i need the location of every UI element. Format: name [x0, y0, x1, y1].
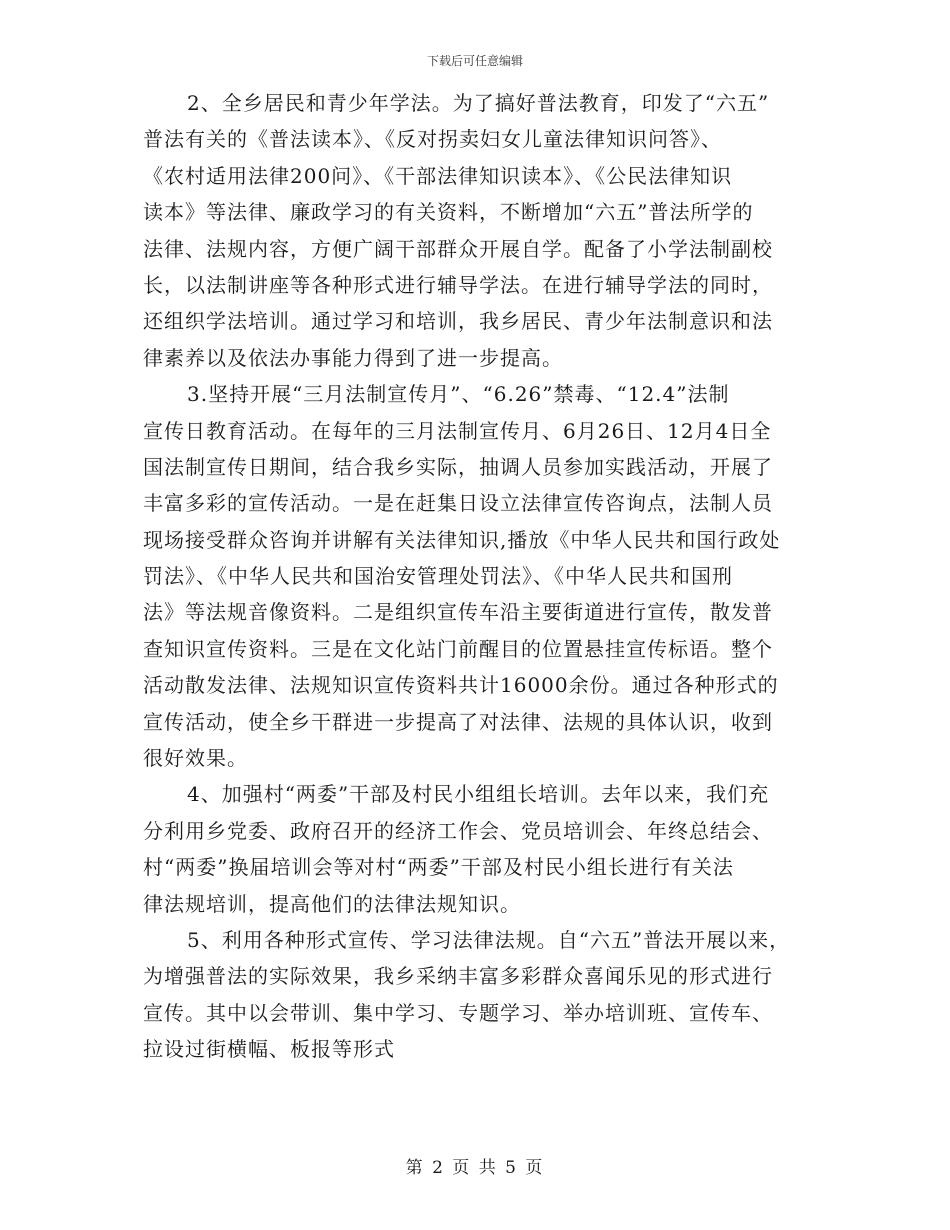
- text-line: 宣传活动，使全乡干群进一步提高了对法律、法规的具体认识，收到: [143, 709, 773, 734]
- text-line: 律素养以及依法办事能力得到了进一步提高。: [143, 345, 563, 370]
- paragraph-3: [143, 376, 809, 776]
- text-line: 长，以法制讲座等各种形式进行辅导学法。在进行辅导学法的同时，: [143, 272, 773, 297]
- text-line: 查知识宣传资料。三是在文化站门前醒目的位置悬挂宣传标语。整个: [143, 636, 773, 661]
- paragraph-2: [143, 85, 809, 376]
- text-line: 村“两委”换届培训会等对村“两委”干部及村民小组长进行有关法: [143, 855, 734, 880]
- text-line: 丰富多彩的宣传活动。一是在赶集日设立法律宣传咨询点，法制人员: [143, 491, 773, 516]
- page-footer: 第 2 页 共 5 页: [405, 1158, 545, 1178]
- text-line: 拉设过街横幅、板报等形式: [143, 1037, 395, 1062]
- text-line: 5、利用各种形式宣传、学习法律法规。自“六五”普法开展以来，: [187, 927, 791, 952]
- text-line: 罚法》、《中华人民共和国治安管理处罚法》、《中华人民共和国刑: [143, 564, 733, 589]
- text-line: 法律、法规内容，方便广阔干部群众开展自学。配备了小学法制副校: [143, 236, 773, 261]
- text-line: 活动散发法律、法规知识宣传资料共计16000余份。通过各种形式的: [143, 673, 779, 698]
- text-line: 宣传日教育活动。在每年的三月法制宣传月、6月26日、12月4日全: [143, 418, 772, 443]
- text-line: 律法规培训，提高他们的法律法规知识。: [143, 891, 521, 916]
- text-line: 还组织学法培训。通过学习和培训，我乡居民、青少年法制意识和法: [143, 309, 773, 334]
- text-line: 分利用乡党委、政府召开的经济工作会、党员培训会、年终总结会、: [143, 818, 773, 843]
- paragraph-4: [143, 776, 809, 922]
- text-line: 4、加强村“两委”干部及村民小组组长培训。去年以来，我们充: [187, 782, 770, 807]
- paragraph-5: [143, 922, 809, 1068]
- text-line: 读本》等法律、廉政学习的有关资料，不断增加“六五”普法所学的: [143, 200, 754, 225]
- header-note: 下载后可任意编辑: [426, 54, 523, 68]
- text-line: 国法制宣传日期间，结合我乡实际，抽调人员参加实践活动，开展了: [143, 454, 773, 479]
- text-line: 《农村适用法律200问》、《干部法律知识读本》、《公民法律知识: [143, 163, 733, 188]
- text-line: 法》等法规音像资料。二是组织宣传车沿主要街道进行宣传，散发普: [143, 600, 773, 625]
- text-line: 很好效果。: [143, 746, 248, 771]
- text-line: 普法有关的《普法读本》、《反对拐卖妇女儿童法律知识问答》、: [143, 127, 722, 152]
- text-line: 为增强普法的实际效果，我乡采纳丰富多彩群众喜闻乐见的形式进行: [143, 964, 773, 989]
- text-line: 现场接受群众咨询并讲解有关法律知识,播放《中华人民共和国行政处: [143, 527, 781, 552]
- text-line: 2、全乡居民和青少年学法。为了搞好普法教育，印发了“六五”: [187, 91, 770, 115]
- text-line: 宣传。其中以会带训、集中学习、专题学习、举办培训班、宣传车、: [143, 1000, 773, 1025]
- document-body: [143, 85, 809, 1068]
- text-line: 3.坚持开展“三月法制宣传月”、“6.26”禁毒、“12.4”法制: [187, 382, 730, 407]
